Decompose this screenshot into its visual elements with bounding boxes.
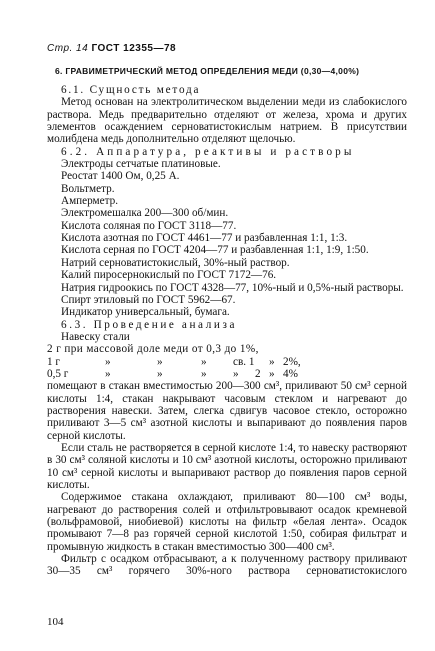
section-title: 6. ГРАВИМЕТРИЧЕСКИЙ МЕТОД ОПРЕДЕЛЕНИЯ МЕДИ (0,30—4,00%): [55, 66, 360, 76]
paragraph-6-1: Метод основан на электролитическом выделении меди из слабокислого раствора. Медь предварительно отделяют от железа, хрома и других элементов осаждением серноватистокислым натрием. В присутствии молибдена медь дополнительно отделяют щелочью.: [47, 96, 407, 146]
gost-label: ГОСТ 12355—78: [91, 43, 177, 54]
ditto-mark: »: [157, 355, 163, 368]
subsection-heading-6-1: 6.1. Сущность метода: [61, 84, 201, 96]
mass-cell: св. 1: [233, 355, 255, 368]
list-item: Натрий серноватистокислый, 30%-ный раствор.: [61, 256, 290, 269]
mass-row-text: 2 г при массовой доле меди от 0,3 до 1%,: [47, 343, 259, 356]
document-body: [47, 84, 407, 578]
mass-cell: 1 г: [47, 355, 60, 368]
list-item: Кислота серная по ГОСТ 4204—77 и разбавленная 1:1, 1:9, 1:50.: [61, 244, 369, 257]
ditto-mark: »: [269, 367, 275, 380]
paragraph: Если сталь не растворяется в серной кислоте 1:4, то навеску растворяют в 30 см³ соляной кислоты и 10 см³ азотной кислоты, осторожно приливают 10 см³ серной кислоты и выпаривают раствор до появления паров серной кислоты.: [47, 441, 407, 491]
mass-cell: 0,5 г: [47, 367, 69, 380]
mass-cell: 2%,: [283, 355, 301, 368]
mass-cell: 4%: [283, 367, 298, 380]
list-item: Спирт этиловый по ГОСТ 5962—67.: [61, 293, 236, 306]
paragraph: помещают в стакан вместимостью 200—300 см³, приливают 50 см³ серной кислоты 1:4, стакан накрывают часовым стеклом и нагревают до растворения навески. Затем, слегка сдвигув часовое стекло, осторожно приливают 3—5 см³ азотной кислоты и выпаривают до появления паров серной кислоты.: [47, 380, 407, 442]
ditto-mark: »: [233, 367, 239, 380]
list-item: Реостат 1400 Ом, 0,25 А.: [61, 170, 180, 183]
paragraph: Содержимое стакана охлаждают, приливают 80—100 см³ воды, нагревают до растворения солей и отфильтровывают осадок кремневой (вольфрамовой, ниобиевой) кислоты на фильтр «белая лента». Осадок промывают 7—8 раз горячей серной кислотой 1:50, собирая фильтрат и промывную жидкость в стакан вместимостью 300—400 см³.: [47, 491, 407, 553]
ditto-mark: »: [105, 367, 111, 380]
ditto-mark: »: [105, 355, 111, 368]
subsection-heading-6-2: 6.2. Аппаратура, реактивы и растворы: [61, 145, 355, 158]
ditto-mark: »: [157, 367, 163, 380]
list-item: Индикатор универсальный, бумага.: [61, 306, 230, 319]
list-item: Кислота соляная по ГОСТ 3118—77.: [61, 219, 237, 232]
subsection-heading-6-3: 6.3. Проведение анализа: [61, 318, 238, 331]
page-header: [47, 43, 176, 54]
ditto-mark: »: [201, 355, 207, 368]
list-item: Навеску стали: [61, 330, 130, 343]
ditto-mark: »: [201, 367, 207, 380]
list-item: Электромешалка 200—300 об/мин.: [61, 207, 229, 220]
list-item: Вольтметр.: [61, 182, 115, 195]
paragraph: Фильтр с осадком отбрасывают, а к полученному раствору приливают 30—35 см³ горячего 30%-ного раствора серноватистокислого: [47, 553, 407, 578]
page-prefix: Стр. 14: [47, 43, 89, 54]
page-number: 104: [47, 616, 64, 628]
list-item: Кислота азотная по ГОСТ 4461—77 и разбавленная 1:1, 1:3.: [61, 232, 348, 245]
ditto-mark: »: [269, 355, 275, 368]
list-item: Калий пиросернокислый по ГОСТ 7172—76.: [61, 269, 277, 282]
mass-cell: 2: [255, 367, 261, 380]
mass-row-3: [47, 368, 407, 380]
list-item: Амперметр.: [61, 195, 118, 208]
mass-row-1: [47, 343, 407, 355]
mass-row-2: [47, 356, 407, 368]
list-item: Электроды сетчатые платиновые.: [61, 158, 221, 171]
list-item: Натрия гидроокись по ГОСТ 4328—77, 10%-ный и 0,5%-ный растворы.: [61, 281, 404, 294]
